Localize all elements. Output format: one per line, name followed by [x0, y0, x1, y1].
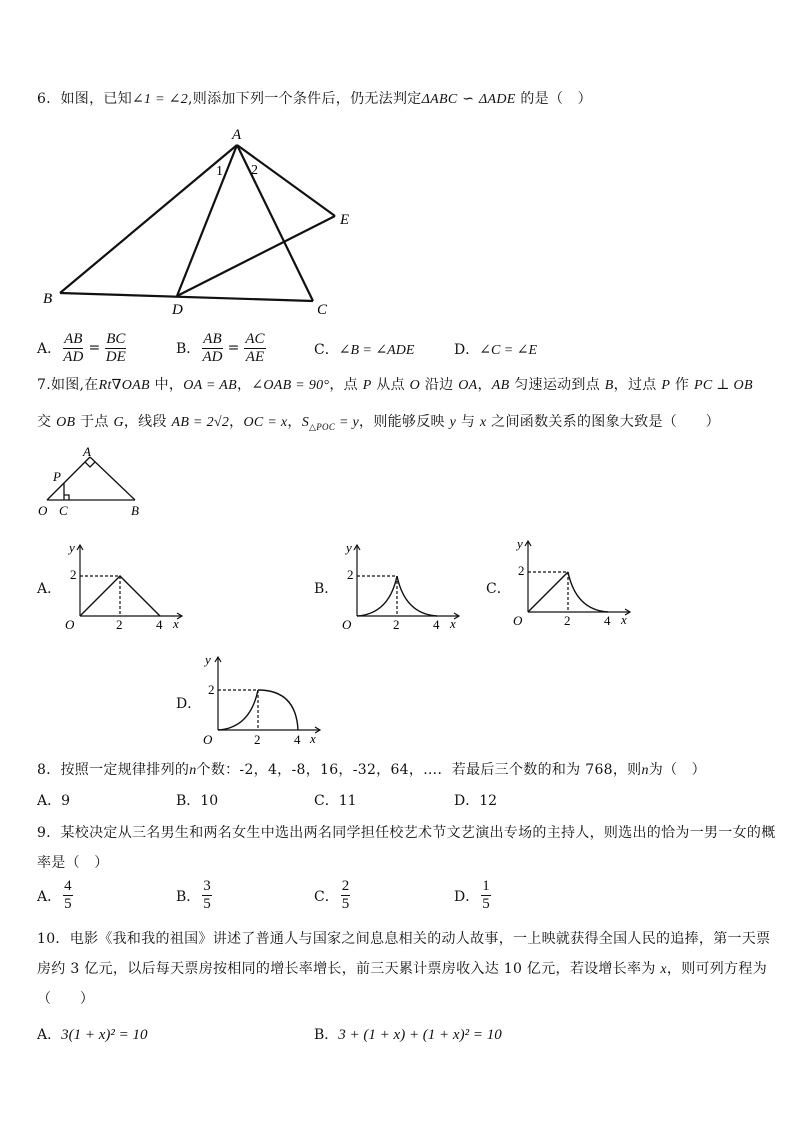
- q6-edge-ad: [177, 145, 237, 296]
- q6-option-b-eq: =: [227, 340, 240, 356]
- q6-label-b: B: [43, 291, 53, 307]
- q6-edge-bc: [60, 293, 313, 301]
- svg-text:x: x: [310, 731, 316, 746]
- q6-label-c: C: [317, 302, 328, 318]
- q6-edge-ac: [237, 145, 313, 301]
- svg-text:x: x: [173, 616, 179, 631]
- q7-label-b: B: [131, 503, 139, 518]
- q10-stem-line2: 房约 3 亿元，以后每天票房按相同的增长率增长，前三天累计票房收入达 10 亿元，若设增长率为 x，则可列方程为: [37, 961, 767, 977]
- q6-stem-mid: ,则添加下列一个条件后，仍无法判定: [188, 91, 422, 107]
- svg-text:O: O: [65, 617, 75, 632]
- q7-option-d-label[interactable]: D．: [176, 696, 202, 712]
- q6-option-d-prefix: D．: [454, 342, 480, 358]
- svg-text:2: 2: [208, 682, 215, 697]
- q6-stem-pre: 6．如图，已知: [37, 91, 133, 107]
- q6-similar-sign: ∽: [457, 91, 479, 107]
- q8-option-c[interactable]: C．11: [314, 793, 357, 809]
- q6-edge-ae: [237, 145, 335, 216]
- q6-option-a-frac1: $\frac{AB}{AD}$: [63, 330, 84, 365]
- svg-text:4: 4: [156, 617, 163, 632]
- svg-text:O: O: [203, 732, 213, 747]
- q8-option-d[interactable]: D．12: [454, 793, 498, 809]
- svg-text:O: O: [513, 613, 523, 628]
- q6-label-d: D: [172, 302, 183, 318]
- svg-text:2: 2: [70, 567, 77, 582]
- q7-graph-b[interactable]: [337, 540, 467, 635]
- q6-option-b[interactable]: [176, 328, 268, 368]
- q10-option-a[interactable]: A．3(1 + x)² = 10: [37, 1027, 148, 1043]
- q7-stem-line1: 7.如图,在Rt∇OAB 中，OA = AB，∠OAB = 90°，点 P 从点 O 沿边 OA，AB 匀速运动到点 B，过点 P 作 PC ⊥ OB: [37, 377, 753, 393]
- q6-stem-post: 的是（ ）: [515, 91, 592, 107]
- svg-text:y: y: [69, 540, 75, 555]
- q8-option-b[interactable]: B．10: [176, 793, 219, 809]
- q9-stem-line2: 率是（ ）: [37, 855, 109, 871]
- svg-text:y: y: [205, 652, 211, 667]
- svg-text:4: 4: [294, 732, 301, 747]
- svg-text:2: 2: [393, 617, 400, 632]
- svg-text:2: 2: [116, 617, 123, 632]
- svg-text:y: y: [517, 536, 523, 551]
- q6-label-a: A: [232, 127, 242, 143]
- svg-text:4: 4: [604, 613, 611, 628]
- q8-stem: 8．按照一定规律排列的n个数：-2，4，-8，16，-32，64，…．若最后三个数的和为 768，则n为（ ）: [37, 762, 706, 778]
- q6-edge-de: [177, 216, 335, 296]
- svg-text:2: 2: [254, 732, 261, 747]
- svg-text:2: 2: [347, 567, 354, 582]
- q7-label-o: O: [38, 503, 48, 518]
- q6-edge-ab: [60, 145, 237, 293]
- q9-option-a[interactable]: A． $\frac{4}{5}$: [37, 878, 72, 912]
- q7-graph-c[interactable]: [508, 536, 638, 631]
- svg-text:x: x: [450, 616, 456, 631]
- q6-option-a[interactable]: [37, 328, 128, 368]
- q9-option-d[interactable]: D． $\frac{1}{5}$: [454, 878, 490, 912]
- q6-angle-2-label: 2: [251, 163, 258, 178]
- svg-text:2: 2: [564, 613, 571, 628]
- q10-stem-line1: 10．电影《我和我的祖国》讲述了普通人与国家之间息息相关的动人故事，一上映就获得全国人民的追捧，第一天票: [37, 931, 771, 947]
- q9-option-c[interactable]: C． $\frac{2}{5}$: [314, 878, 350, 912]
- q6-option-d-text: ∠C = ∠E: [479, 343, 538, 358]
- q6-triangle-abc: ΔABC: [421, 92, 458, 107]
- q6-angle-1-label: 1: [216, 164, 223, 179]
- svg-text:x: x: [621, 612, 627, 627]
- q6-option-c-prefix: C．: [314, 342, 339, 358]
- svg-text:2: 2: [518, 563, 525, 578]
- q7-label-c: C: [59, 503, 68, 518]
- q7-option-a-label[interactable]: A．: [37, 581, 62, 597]
- q7-graph-a[interactable]: [60, 540, 190, 635]
- q7-option-c-label[interactable]: C．: [486, 581, 511, 597]
- q7-label-p: P: [53, 469, 61, 484]
- q6-triangle-ade: ΔADE: [478, 92, 516, 107]
- q7-option-b-label[interactable]: B．: [314, 581, 339, 597]
- q7-figure: [34, 444, 154, 519]
- q7-stem-line2: 交 OB 于点 G，线段 AB = 2√2，OC = x，$S_{\triangle POC} = y$，则能够反映 y 与 x 之间函数关系的图象大致是（ ）: [37, 414, 720, 432]
- svg-text:4: 4: [433, 617, 440, 632]
- q6-label-e: E: [340, 212, 350, 228]
- q10-option-b[interactable]: B．3 + (1 + x) + (1 + x)² = 10: [314, 1027, 502, 1043]
- q6-option-b-frac2: $\frac{AC}{AE}$: [245, 330, 265, 365]
- q7-label-a: A: [83, 444, 91, 459]
- q6-figure: [40, 120, 360, 320]
- q7-graph-d[interactable]: [198, 652, 328, 747]
- q10-stem-line3: （ ）: [37, 991, 95, 1007]
- q6-option-b-prefix: B．: [176, 341, 201, 357]
- q6-option-a-eq: =: [88, 340, 101, 356]
- q6-option-a-frac2: $\frac{BC}{DE}$: [105, 330, 126, 365]
- q9-stem-line1: 9．某校决定从三名男生和两名女生中选出两名同学担任校艺术节文艺演出专场的主持人，则选出的恰为一男一女的概: [37, 825, 776, 841]
- q6-option-b-frac1: $\frac{AB}{AD}$: [202, 330, 223, 365]
- q6-option-c[interactable]: [314, 339, 414, 359]
- q8-option-a[interactable]: A．9: [37, 793, 71, 809]
- q6-option-a-prefix: A．: [37, 341, 62, 357]
- q6-condition: ∠1 = ∠2: [132, 92, 189, 107]
- svg-text:y: y: [346, 540, 352, 555]
- q6-stem: [37, 88, 592, 108]
- q6-option-d[interactable]: [454, 339, 537, 359]
- q9-option-b[interactable]: B． $\frac{3}{5}$: [176, 878, 211, 912]
- q6-option-c-text: ∠B = ∠ADE: [338, 343, 415, 358]
- svg-text:O: O: [342, 617, 352, 632]
